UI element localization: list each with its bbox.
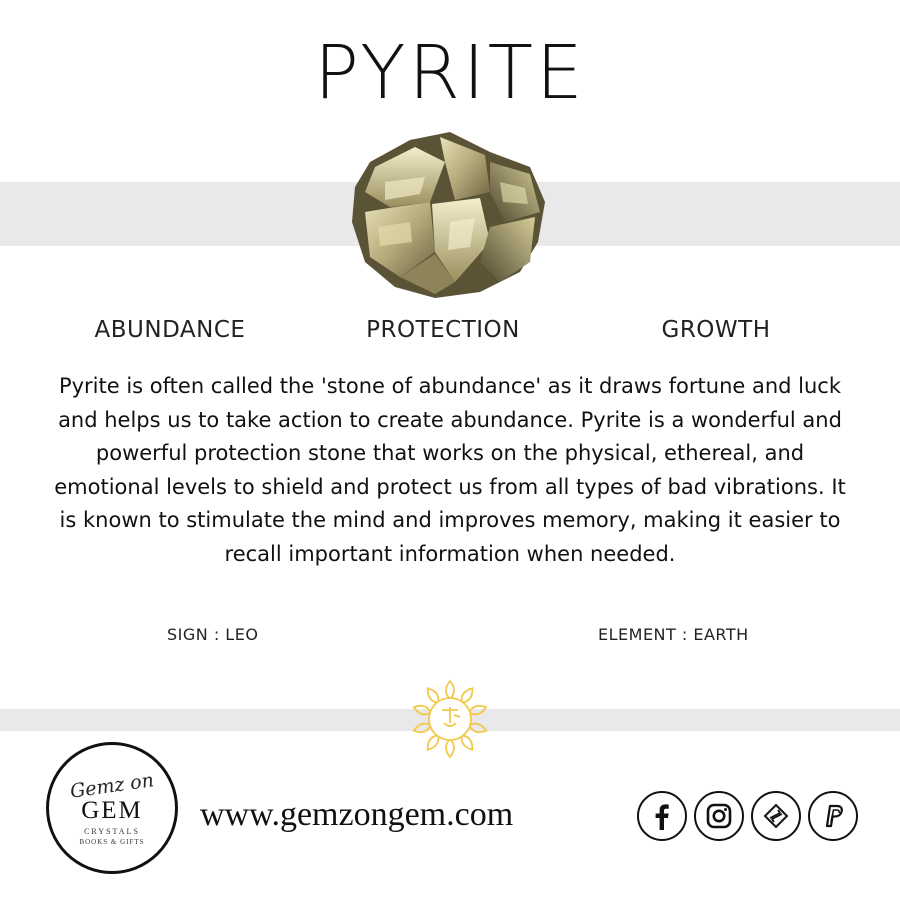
website-link[interactable]: www.gemzongem.com [200, 796, 514, 833]
logo-main-text: GEM [81, 797, 143, 824]
instagram-glyph [704, 801, 734, 831]
paypal-glyph [818, 801, 848, 831]
zodiac-sign: SIGN : LEO [167, 625, 259, 644]
keyword-growth: GROWTH [661, 317, 771, 343]
gemz-on-gem-logo [46, 742, 178, 874]
facebook-icon[interactable] [637, 791, 687, 841]
keyword-protection: PROTECTION [366, 317, 520, 343]
stone-description: Pyrite is often called the 'stone of abundance' as it draws fortune and luck and helps us to take action to create abundance. Pyrite is a wonderful and powerful protection stone that works on the physical, ethereal, and emotional levels to shield and protect us from all types of bad vibrations. It is known to stimulate the mind and improves memory, making it easier to recall important information when needed. [54, 374, 846, 566]
paypal-icon[interactable] [808, 791, 858, 841]
keyword-abundance: ABUNDANCE [94, 317, 246, 343]
logo-subtitle-books: BOOKS & GIFTS [79, 838, 145, 846]
afterpay-icon[interactable] [751, 791, 801, 841]
instagram-icon[interactable] [694, 791, 744, 841]
logo-subtitle-crystals: CRYSTALS [84, 827, 140, 836]
facebook-glyph [647, 801, 677, 831]
solar-plexus-chakra-icon [408, 677, 492, 761]
pyrite-stone-image [340, 122, 552, 302]
logo-script-text: Gemz on [68, 769, 156, 803]
afterpay-glyph [761, 801, 791, 831]
stone-element: ELEMENT : EARTH [598, 625, 749, 644]
page-title: PYRITE [314, 30, 586, 116]
